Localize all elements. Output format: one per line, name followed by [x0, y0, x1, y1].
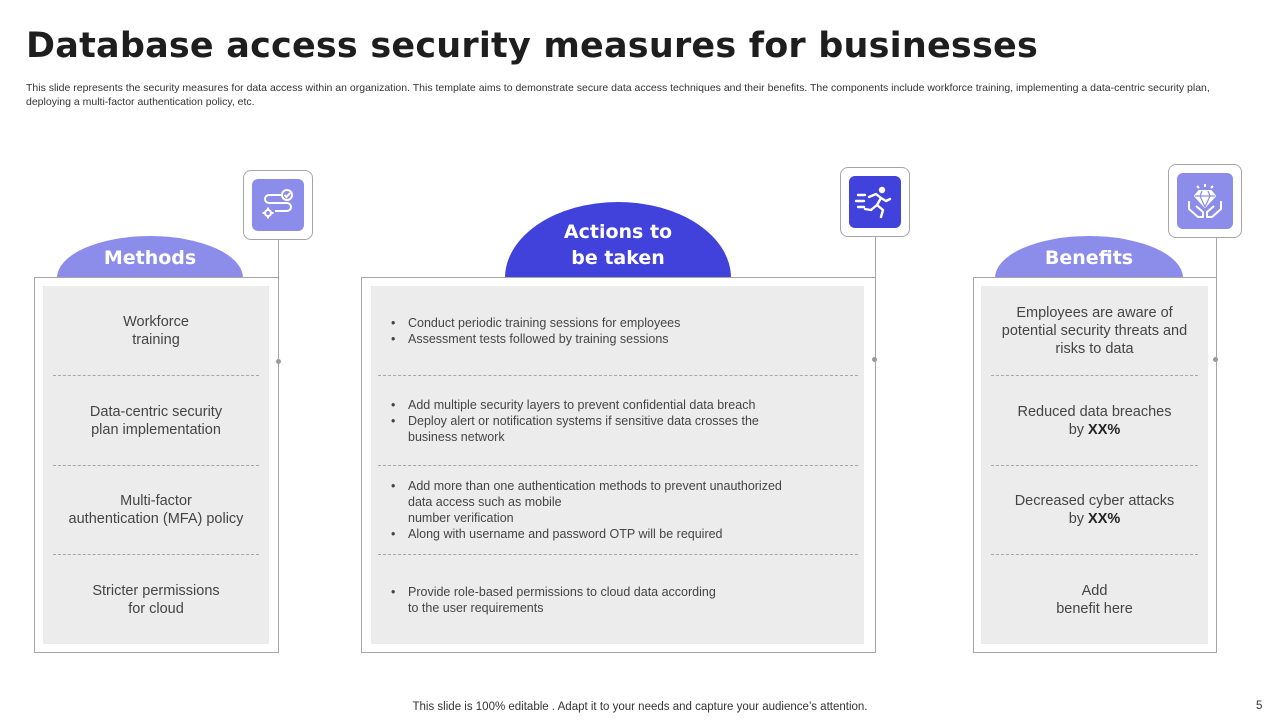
actions-group [389, 478, 849, 542]
actions-group [389, 315, 849, 347]
methods-heading-dome [57, 236, 243, 278]
methods-heading: Methods [103, 247, 197, 269]
action-bullet: • Add multiple security layers to prevent confidential data breach [389, 397, 849, 413]
actions-heading: Actions to be taken [563, 221, 673, 269]
benefits-heading-dome [995, 236, 1183, 278]
actions-heading-dome [505, 202, 731, 278]
actions-group [389, 584, 849, 616]
action-bullet: • Assessment tests followed by training sessions [389, 331, 849, 347]
actions-icon-box [840, 167, 910, 237]
action-bullet: • Deploy alert or notification systems if sensitive data crosses the business network [389, 413, 849, 445]
actions-connector [875, 237, 876, 278]
divider [378, 375, 858, 376]
benefit-item: Add benefit here [1056, 582, 1133, 617]
benefit-item: Employees are aware of potential security threats and risks to data [1001, 305, 1188, 357]
divider [378, 465, 858, 466]
workflow-gears-checkmark-icon [252, 179, 304, 231]
methods-item: Multi-factor authentication (MFA) policy [68, 493, 244, 527]
slide-subtitle: This slide represents the security measures for data access within an organization. This template aims to demonstrate secure data access techniques and their benefits. The components include workforce training, implementing a data-centric security plan, deploying a multi-factor authentication policy, etc. [26, 82, 1210, 108]
methods-connector [278, 240, 279, 278]
slide-title: Database access security measures for businesses [26, 26, 1038, 66]
action-bullet: • Conduct periodic training sessions for employees [389, 315, 849, 331]
benefits-connector-dot [1213, 357, 1218, 362]
benefits-connector [1216, 238, 1217, 278]
footer-note: This slide is 100% editable . Adapt it to your needs and capture your audience’s attention. [412, 701, 868, 713]
divider [378, 554, 858, 555]
actions-connector-dot [872, 357, 877, 362]
page-number: 5 [1256, 700, 1263, 712]
hands-holding-diamond-icon [1177, 173, 1233, 229]
benefits-icon-box [1168, 164, 1242, 238]
methods-icon-box [243, 170, 313, 240]
action-bullet: • Add more than one authentication methods to prevent unauthorized data access such as mobile number verification [389, 478, 849, 526]
benefits-heading: Benefits [1044, 247, 1134, 269]
methods-item: Data-centric security plan implementation [89, 403, 223, 438]
methods-connector-dot [276, 359, 281, 364]
running-person-icon [849, 176, 901, 228]
action-bullet: • Along with username and password OTP will be required [389, 526, 849, 542]
benefit-item: Reduced data breaches by XX% [1017, 403, 1172, 438]
action-bullet: • Provide role-based permissions to cloud data according to the user requirements [389, 584, 849, 616]
methods-item: Stricter permissions for cloud [92, 582, 220, 617]
methods-item: Workforce training [123, 314, 189, 348]
actions-group [389, 397, 849, 445]
benefit-item: Decreased cyber attacks by XX% [1014, 493, 1175, 527]
